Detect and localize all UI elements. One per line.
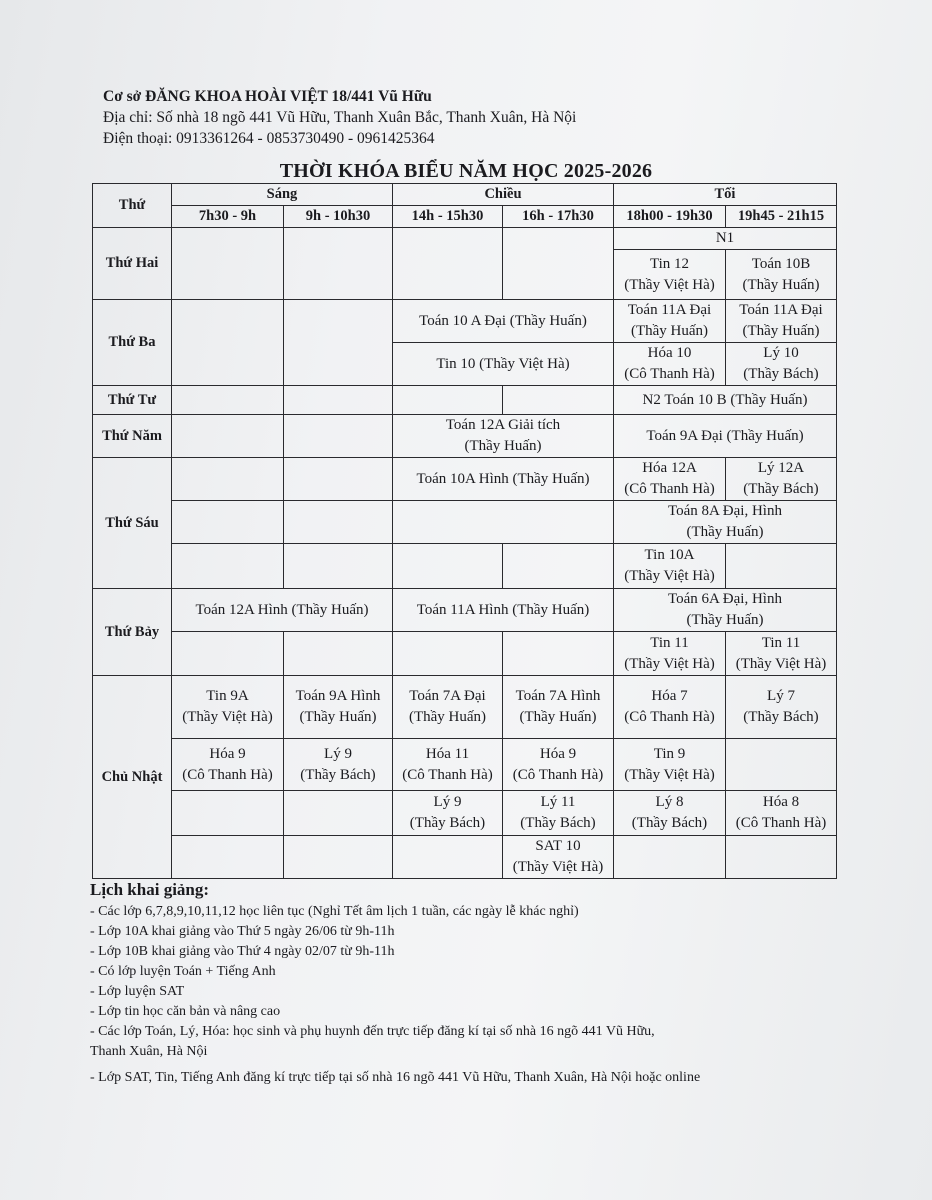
day-thu-ba: Thứ Ba (93, 300, 172, 386)
empty-cell (172, 501, 284, 544)
day-chu-nhat: Chủ Nhật (93, 676, 172, 879)
class-cell: Toán 11A Đại (Thầy Huấn) (726, 300, 837, 343)
school-name: Cơ sở ĐĂNG KHOA HOÀI VIỆT 18/441 Vũ Hữu (103, 88, 432, 105)
class-cell: Tin 10 (Thầy Việt Hà) (393, 343, 614, 386)
class-cell: N2 Toán 10 B (Thầy Huấn) (614, 386, 837, 415)
day-thu-nam: Thứ Năm (93, 415, 172, 458)
note-line: - Các lớp 6,7,8,9,10,11,12 học liên tục (Nghỉ Tết âm lịch 1 tuần, các ngày lễ khác nghỉ) (90, 904, 579, 919)
header-sang: Sáng (172, 184, 393, 206)
class-cell: Tin 10A (Thầy Việt Hà) (614, 544, 726, 589)
class-cell: Toán 12A Giải tích (Thầy Huấn) (393, 415, 614, 458)
class-cell: Lý 11 (Thầy Bách) (503, 791, 614, 836)
class-cell: Toán 10B (Thầy Huấn) (726, 250, 837, 300)
empty-cell (172, 836, 284, 879)
class-cell: Lý 10 (Thầy Bách) (726, 343, 837, 386)
empty-cell (393, 386, 503, 415)
empty-cell (393, 836, 503, 879)
day-thu-hai: Thứ Hai (93, 228, 172, 300)
notes-section (90, 878, 700, 1088)
class-cell: Lý 12A (Thầy Bách) (726, 458, 837, 501)
empty-cell (284, 228, 393, 300)
class-cell: Toán 9A Đại (Thầy Huấn) (614, 415, 837, 458)
note-line: Thanh Xuân, Hà Nội (90, 1044, 208, 1059)
class-cell: Tin 12 (Thầy Việt Hà) (614, 250, 726, 300)
page-title: THỜI KHÓA BIỂU NĂM HỌC 2025-2026 (279, 160, 653, 182)
class-cell: Hóa 9 (Cô Thanh Hà) (503, 739, 614, 791)
class-cell: Lý 7 (Thầy Bách) (726, 676, 837, 739)
slot-header: 19h45 - 21h15 (726, 206, 837, 228)
class-cell: Tin 9A (Thầy Việt Hà) (172, 676, 284, 739)
class-cell: Hóa 12A (Cô Thanh Hà) (614, 458, 726, 501)
slot-header: 7h30 - 9h (172, 206, 284, 228)
empty-cell (393, 228, 503, 300)
class-cell: Hóa 10 (Cô Thanh Hà) (614, 343, 726, 386)
day-thu-sau: Thứ Sáu (93, 458, 172, 589)
empty-cell (726, 544, 837, 589)
class-cell: Lý 8 (Thầy Bách) (614, 791, 726, 836)
empty-cell (172, 386, 284, 415)
empty-cell (284, 501, 393, 544)
note-line: - Lớp SAT, Tin, Tiếng Anh đăng kí trực tiếp tại số nhà 16 ngõ 441 Vũ Hữu, Thanh Xuân, Hà Nội hoặc online (90, 1070, 701, 1085)
class-cell: Hóa 11 (Cô Thanh Hà) (393, 739, 503, 791)
empty-cell (172, 544, 284, 589)
empty-cell (503, 386, 614, 415)
empty-cell (284, 632, 393, 676)
empty-cell (172, 228, 284, 300)
day-thu-bay: Thứ Bảy (93, 589, 172, 676)
class-cell: SAT 10 (Thầy Việt Hà) (503, 836, 614, 879)
class-cell: Hóa 8 (Cô Thanh Hà) (726, 791, 837, 836)
empty-cell (172, 415, 284, 458)
empty-cell (172, 791, 284, 836)
empty-cell (614, 836, 726, 879)
note-line: - Các lớp Toán, Lý, Hóa: học sinh và phụ huynh đến trực tiếp đăng kí tại số nhà 16 ngõ 441 Vũ Hữu, (90, 1024, 655, 1039)
empty-cell (284, 458, 393, 501)
header-chieu: Chiều (393, 184, 614, 206)
note-line: - Lớp luyện SAT (90, 984, 185, 999)
empty-cell (284, 415, 393, 458)
empty-cell (393, 632, 503, 676)
slot-header: 18h00 - 19h30 (614, 206, 726, 228)
header-toi: Tối (614, 184, 837, 206)
phone: Điện thoại: 0913361264 - 0853730490 - 0961425364 (103, 130, 435, 147)
class-cell: Tin 11 (Thầy Việt Hà) (614, 632, 726, 676)
class-cell: Toán 11A Hình (Thầy Huấn) (393, 589, 614, 632)
empty-cell (503, 544, 614, 589)
class-cell: Lý 9 (Thầy Bách) (393, 791, 503, 836)
empty-cell (284, 836, 393, 879)
empty-cell (726, 836, 837, 879)
class-cell: Toán 11A Đại (Thầy Huấn) (614, 300, 726, 343)
note-line: - Lớp 10A khai giảng vào Thứ 5 ngày 26/06 từ 9h-11h (90, 924, 395, 939)
empty-cell (284, 386, 393, 415)
empty-cell (284, 300, 393, 386)
class-cell: Toán 12A Hình (Thầy Huấn) (172, 589, 393, 632)
class-cell: Toán 7A Hình (Thầy Huấn) (503, 676, 614, 739)
class-cell: Hóa 7 (Cô Thanh Hà) (614, 676, 726, 739)
notes-title: Lịch khai giảng: (90, 880, 210, 899)
class-cell: Toán 10 A Đại (Thầy Huấn) (393, 300, 614, 343)
empty-cell (393, 544, 503, 589)
class-cell: Toán 10A Hình (Thầy Huấn) (393, 458, 614, 501)
class-cell: Hóa 9 (Cô Thanh Hà) (172, 739, 284, 791)
header (103, 86, 576, 149)
empty-cell (503, 228, 614, 300)
header-thu: Thứ (93, 184, 172, 228)
slot-header: 14h - 15h30 (393, 206, 503, 228)
class-cell: Tin 11 (Thầy Việt Hà) (726, 632, 837, 676)
empty-cell (172, 300, 284, 386)
class-cell: Toán 6A Đại, Hình (Thầy Huấn) (614, 589, 837, 632)
class-cell: Toán 8A Đại, Hình (Thầy Huấn) (614, 501, 837, 544)
empty-cell (503, 632, 614, 676)
timetable (92, 183, 837, 879)
empty-cell (726, 739, 837, 791)
empty-cell (284, 791, 393, 836)
note-line: - Lớp tin học căn bản và nâng cao (90, 1004, 281, 1019)
note-line: - Có lớp luyện Toán + Tiếng Anh (90, 964, 276, 979)
empty-cell (393, 501, 614, 544)
note-line: - Lớp 10B khai giảng vào Thứ 4 ngày 02/07 từ 9h-11h (90, 944, 395, 959)
class-cell: N1 (614, 228, 837, 250)
empty-cell (172, 632, 284, 676)
slot-header: 16h - 17h30 (503, 206, 614, 228)
class-cell: Toán 7A Đại (Thầy Huấn) (393, 676, 503, 739)
slot-header: 9h - 10h30 (284, 206, 393, 228)
empty-cell (284, 544, 393, 589)
class-cell: Lý 9 (Thầy Bách) (284, 739, 393, 791)
empty-cell (172, 458, 284, 501)
class-cell: Toán 9A Hình (Thầy Huấn) (284, 676, 393, 739)
address: Địa chỉ: Số nhà 18 ngõ 441 Vũ Hữu, Thanh Xuân Bắc, Thanh Xuân, Hà Nội (103, 109, 577, 126)
class-cell: Tin 9 (Thầy Việt Hà) (614, 739, 726, 791)
day-thu-tu: Thứ Tư (93, 386, 172, 415)
